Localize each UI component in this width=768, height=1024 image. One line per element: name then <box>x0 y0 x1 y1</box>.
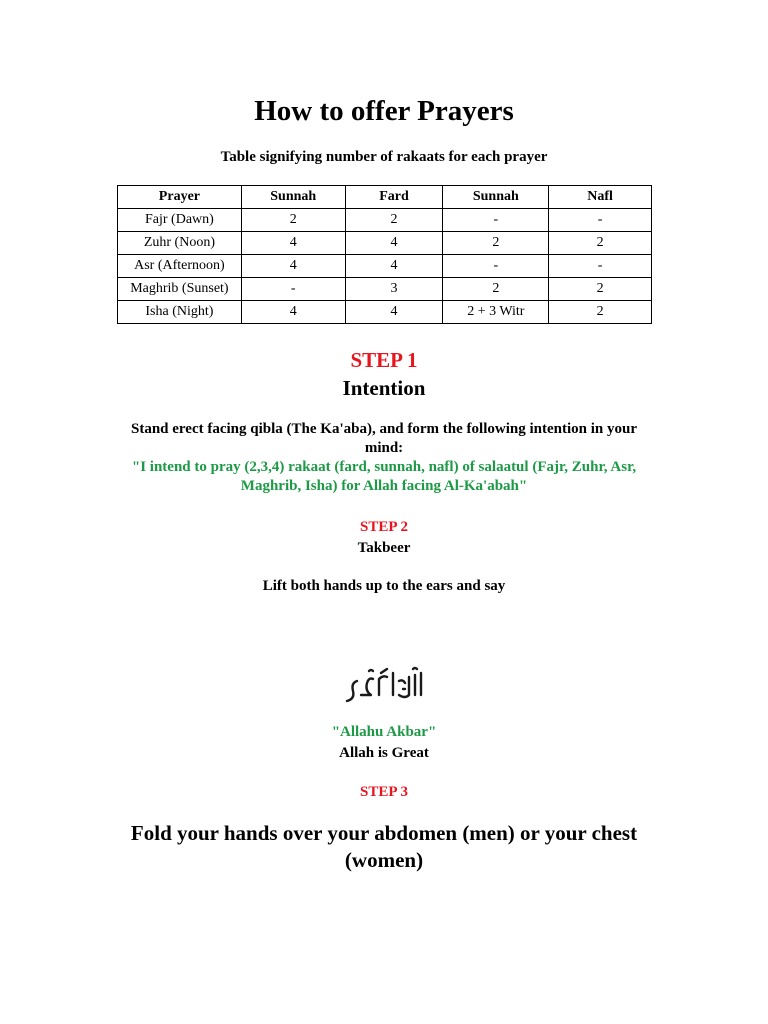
page-title: How to offer Prayers <box>254 95 514 127</box>
table-row <box>118 209 652 232</box>
column-header: Nafl <box>549 186 652 209</box>
table-cell: 3 <box>345 278 443 301</box>
table-cell: 4 <box>345 232 443 255</box>
table-cell: Zuhr (Noon) <box>118 232 242 255</box>
table-cell: 4 <box>241 301 345 324</box>
table-cell: - <box>443 255 549 278</box>
rakaat-table <box>117 185 652 324</box>
translation: Allah is Great <box>339 745 429 761</box>
table-cell: 4 <box>241 255 345 278</box>
table-row <box>118 301 652 324</box>
allahu-akbar-calligraphy <box>343 665 425 705</box>
step3-heading-line: Fold your hands over your abdomen (men) or your chest <box>130 821 638 845</box>
step2-label: STEP 2 <box>360 519 408 535</box>
step2-heading: Takbeer <box>357 540 411 556</box>
step1-label: STEP 1 <box>350 348 418 372</box>
table-cell: 2 <box>443 278 549 301</box>
table-row <box>118 232 652 255</box>
table-cell: Asr (Afternoon) <box>118 255 242 278</box>
intention-quote-line: Maghrib, Isha) for Allah facing Al-Ka'abah" <box>240 478 528 494</box>
table-row <box>118 255 652 278</box>
table-cell: Isha (Night) <box>118 301 242 324</box>
table-cell: - <box>443 209 549 232</box>
column-header: Fard <box>345 186 443 209</box>
column-header: Sunnah <box>443 186 549 209</box>
instruction-line: mind: <box>364 440 404 456</box>
table-cell: 4 <box>345 301 443 324</box>
step1-instruction <box>0 420 768 496</box>
table-cell: - <box>549 209 652 232</box>
step2-instruction: Lift both hands up to the ears and say <box>262 578 506 594</box>
table-cell: 4 <box>345 255 443 278</box>
table-cell: 4 <box>241 232 345 255</box>
step3-heading-line: (women) <box>344 848 424 872</box>
table-cell: 2 <box>241 209 345 232</box>
intention-quote-line: "I intend to pray (2,3,4) rakaat (fard, sunnah, nafl) of salaatul (Fajr, Zuhr, Asr, <box>131 459 637 475</box>
table-header-row <box>118 186 652 209</box>
table-cell: 2 <box>549 278 652 301</box>
table-cell: 2 <box>443 232 549 255</box>
table-cell: Maghrib (Sunset) <box>118 278 242 301</box>
step3-label: STEP 3 <box>360 784 408 800</box>
table-cell: Fajr (Dawn) <box>118 209 242 232</box>
table-cell: 2 <box>549 232 652 255</box>
step3-heading <box>0 820 768 874</box>
table-cell: - <box>549 255 652 278</box>
column-header: Sunnah <box>241 186 345 209</box>
transliteration: "Allahu Akbar" <box>331 724 437 740</box>
step1-heading: Intention <box>342 376 426 400</box>
table-caption: Table signifying number of rakaats for each prayer <box>220 149 548 165</box>
table-cell: 2 + 3 Witr <box>443 301 549 324</box>
table-row <box>118 278 652 301</box>
table-cell: 2 <box>345 209 443 232</box>
table-cell: - <box>241 278 345 301</box>
column-header: Prayer <box>118 186 242 209</box>
instruction-line: Stand erect facing qibla (The Ka'aba), and form the following intention in your <box>130 421 637 437</box>
table-cell: 2 <box>549 301 652 324</box>
